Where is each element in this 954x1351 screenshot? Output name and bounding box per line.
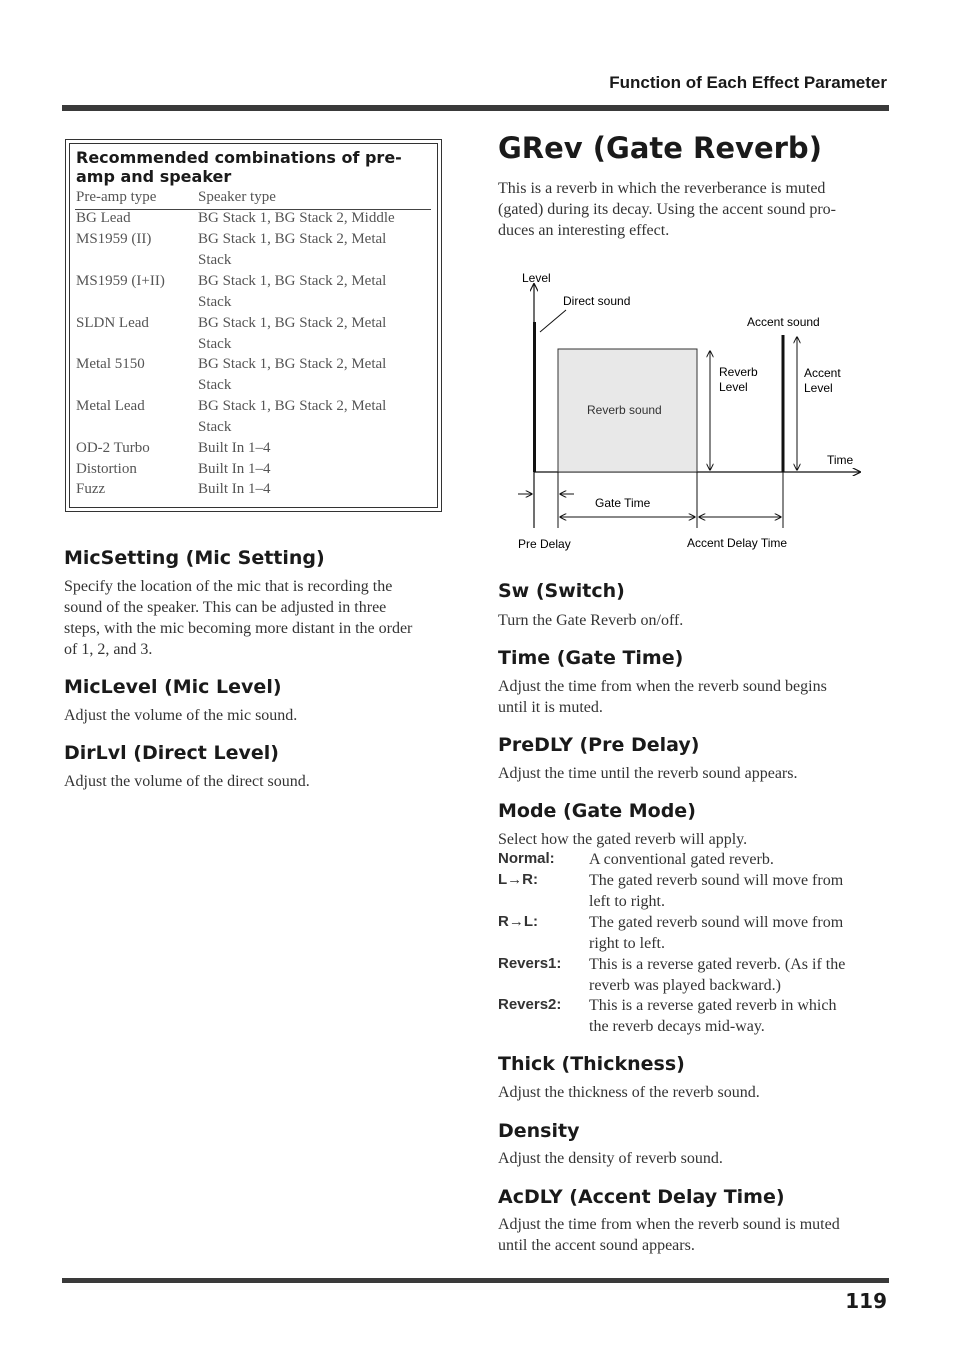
section-heading-miclevel: MicLevel (Mic Level)	[64, 676, 282, 698]
table-cell: Stack	[198, 294, 232, 310]
footer-rule	[62, 1278, 889, 1283]
table-header-speaker: Speaker type	[198, 189, 276, 205]
gate-time-label: Gate Time	[595, 496, 651, 510]
table-row: Metal Lead	[76, 398, 145, 414]
mode-term-l-to-r: L→R:	[498, 871, 538, 888]
pre-delay-label: Pre Delay	[518, 537, 571, 551]
time-label: Time	[827, 453, 854, 467]
body-line: duces an interesting effect.	[498, 222, 670, 239]
accent-sound-label: Accent sound	[747, 315, 820, 329]
mode-description: The gated reverb sound will move from	[589, 914, 844, 931]
table-cell: BG Stack 1, BG Stack 2, Metal	[198, 273, 387, 289]
body-line: until it is muted.	[498, 699, 603, 716]
table-row: BG Lead	[76, 210, 131, 226]
reverb-level-label-line2: Level	[719, 380, 748, 394]
table-cell: Built In 1–4	[198, 461, 271, 477]
table-row: Fuzz	[76, 481, 106, 497]
level-label: Level	[522, 271, 551, 285]
table-header-preamp: Pre-amp type	[76, 189, 157, 205]
direct-sound-pointer	[540, 310, 566, 332]
table-row: Distortion	[76, 461, 137, 477]
body-line: Adjust the time from when the reverb sound begins	[498, 678, 827, 695]
mode-description: This is a reverse gated reverb in which	[589, 997, 837, 1014]
section-heading-predly: PreDLY (Pre Delay)	[498, 734, 700, 756]
table-cell: Stack	[198, 377, 232, 393]
section-heading-thick: Thick (Thickness)	[498, 1053, 685, 1075]
page-number: 119	[845, 1289, 887, 1313]
table-cell: BG Stack 1, BG Stack 2, Metal	[198, 398, 387, 414]
mode-description: reverb was played backward.)	[589, 977, 781, 994]
accent-delay-time-label: Accent Delay Time	[687, 536, 788, 550]
mode-description: the reverb decays mid-way.	[589, 1018, 765, 1035]
page-title: GRev (Gate Reverb)	[498, 131, 822, 165]
table-row: SLDN Lead	[76, 315, 149, 331]
mode-description: left to right.	[589, 893, 665, 910]
mode-description: A conventional gated reverb.	[589, 851, 774, 868]
table-cell: BG Stack 1, BG Stack 2, Middle	[198, 210, 395, 226]
table-row: Metal 5150	[76, 356, 145, 372]
table-cell: BG Stack 1, BG Stack 2, Metal	[198, 231, 387, 247]
body-line: Adjust the density of reverb sound.	[498, 1150, 723, 1167]
mode-term-r-to-l: R→L:	[498, 913, 538, 930]
body-line: steps, with the mic becoming more distant in the order	[64, 620, 413, 637]
mode-description: right to left.	[589, 935, 665, 952]
body-line: (gated) during its decay. Using the accent sound pro-	[498, 201, 836, 218]
reverb-sound-label: Reverb sound	[587, 403, 662, 417]
table-cell: Stack	[198, 252, 232, 268]
section-heading-density: Density	[498, 1120, 580, 1142]
table-cell: BG Stack 1, BG Stack 2, Metal	[198, 315, 387, 331]
body-line: Adjust the volume of the mic sound.	[64, 707, 298, 724]
header-rule	[62, 105, 889, 111]
table-row: MS1959 (I+II)	[76, 273, 165, 289]
running-header: Function of Each Effect Parameter	[609, 73, 887, 92]
table-cell: Built In 1–4	[198, 481, 271, 497]
section-heading-time: Time (Gate Time)	[498, 647, 684, 669]
body-line: Select how the gated reverb will apply.	[498, 831, 748, 848]
direct-sound-label: Direct sound	[563, 294, 631, 308]
gate-reverb-diagram	[498, 262, 878, 557]
body-line: Adjust the time from when the reverb sound is muted	[498, 1216, 840, 1233]
section-heading-dirlvl: DirLvl (Direct Level)	[64, 742, 279, 764]
mode-description: The gated reverb sound will move from	[589, 872, 844, 889]
section-heading-mode: Mode (Gate Mode)	[498, 800, 696, 822]
body-line: Adjust the thickness of the reverb sound.	[498, 1084, 760, 1101]
table-cell: Stack	[198, 336, 232, 352]
body-line: This is a reverb in which the reverberance is muted	[498, 180, 826, 197]
section-heading-micsetting: MicSetting (Mic Setting)	[64, 547, 325, 569]
body-line: until the accent sound appears.	[498, 1237, 695, 1254]
table-title: Recommended combinations of pre-amp and speaker	[76, 148, 402, 186]
section-heading-sw: Sw (Switch)	[498, 580, 625, 602]
body-line: sound of the speaker. This can be adjusted in three	[64, 599, 387, 616]
table-cell: BG Stack 1, BG Stack 2, Metal	[198, 356, 387, 372]
body-line: Adjust the volume of the direct sound.	[64, 773, 310, 790]
accent-level-label-line2: Level	[804, 381, 833, 395]
body-line: of 1, 2, and 3.	[64, 641, 153, 658]
section-heading-acdly: AcDLY (Accent Delay Time)	[498, 1186, 785, 1208]
mode-description: This is a reverse gated reverb. (As if the	[589, 956, 846, 973]
accent-level-label-line1: Accent	[804, 366, 841, 380]
table-row: MS1959 (II)	[76, 231, 152, 247]
body-line: Specify the location of the mic that is recording the	[64, 578, 393, 595]
body-line: Turn the Gate Reverb on/off.	[498, 612, 684, 629]
mode-term-normal: Normal:	[498, 850, 555, 867]
body-line: Adjust the time until the reverb sound appears.	[498, 765, 798, 782]
mode-term-revers2: Revers2:	[498, 996, 562, 1013]
table-cell: Built In 1–4	[198, 440, 271, 456]
table-row: OD-2 Turbo	[76, 440, 150, 456]
table-cell: Stack	[198, 419, 232, 435]
reverb-level-label-line1: Reverb	[719, 365, 758, 379]
mode-term-revers1: Revers1:	[498, 955, 562, 972]
